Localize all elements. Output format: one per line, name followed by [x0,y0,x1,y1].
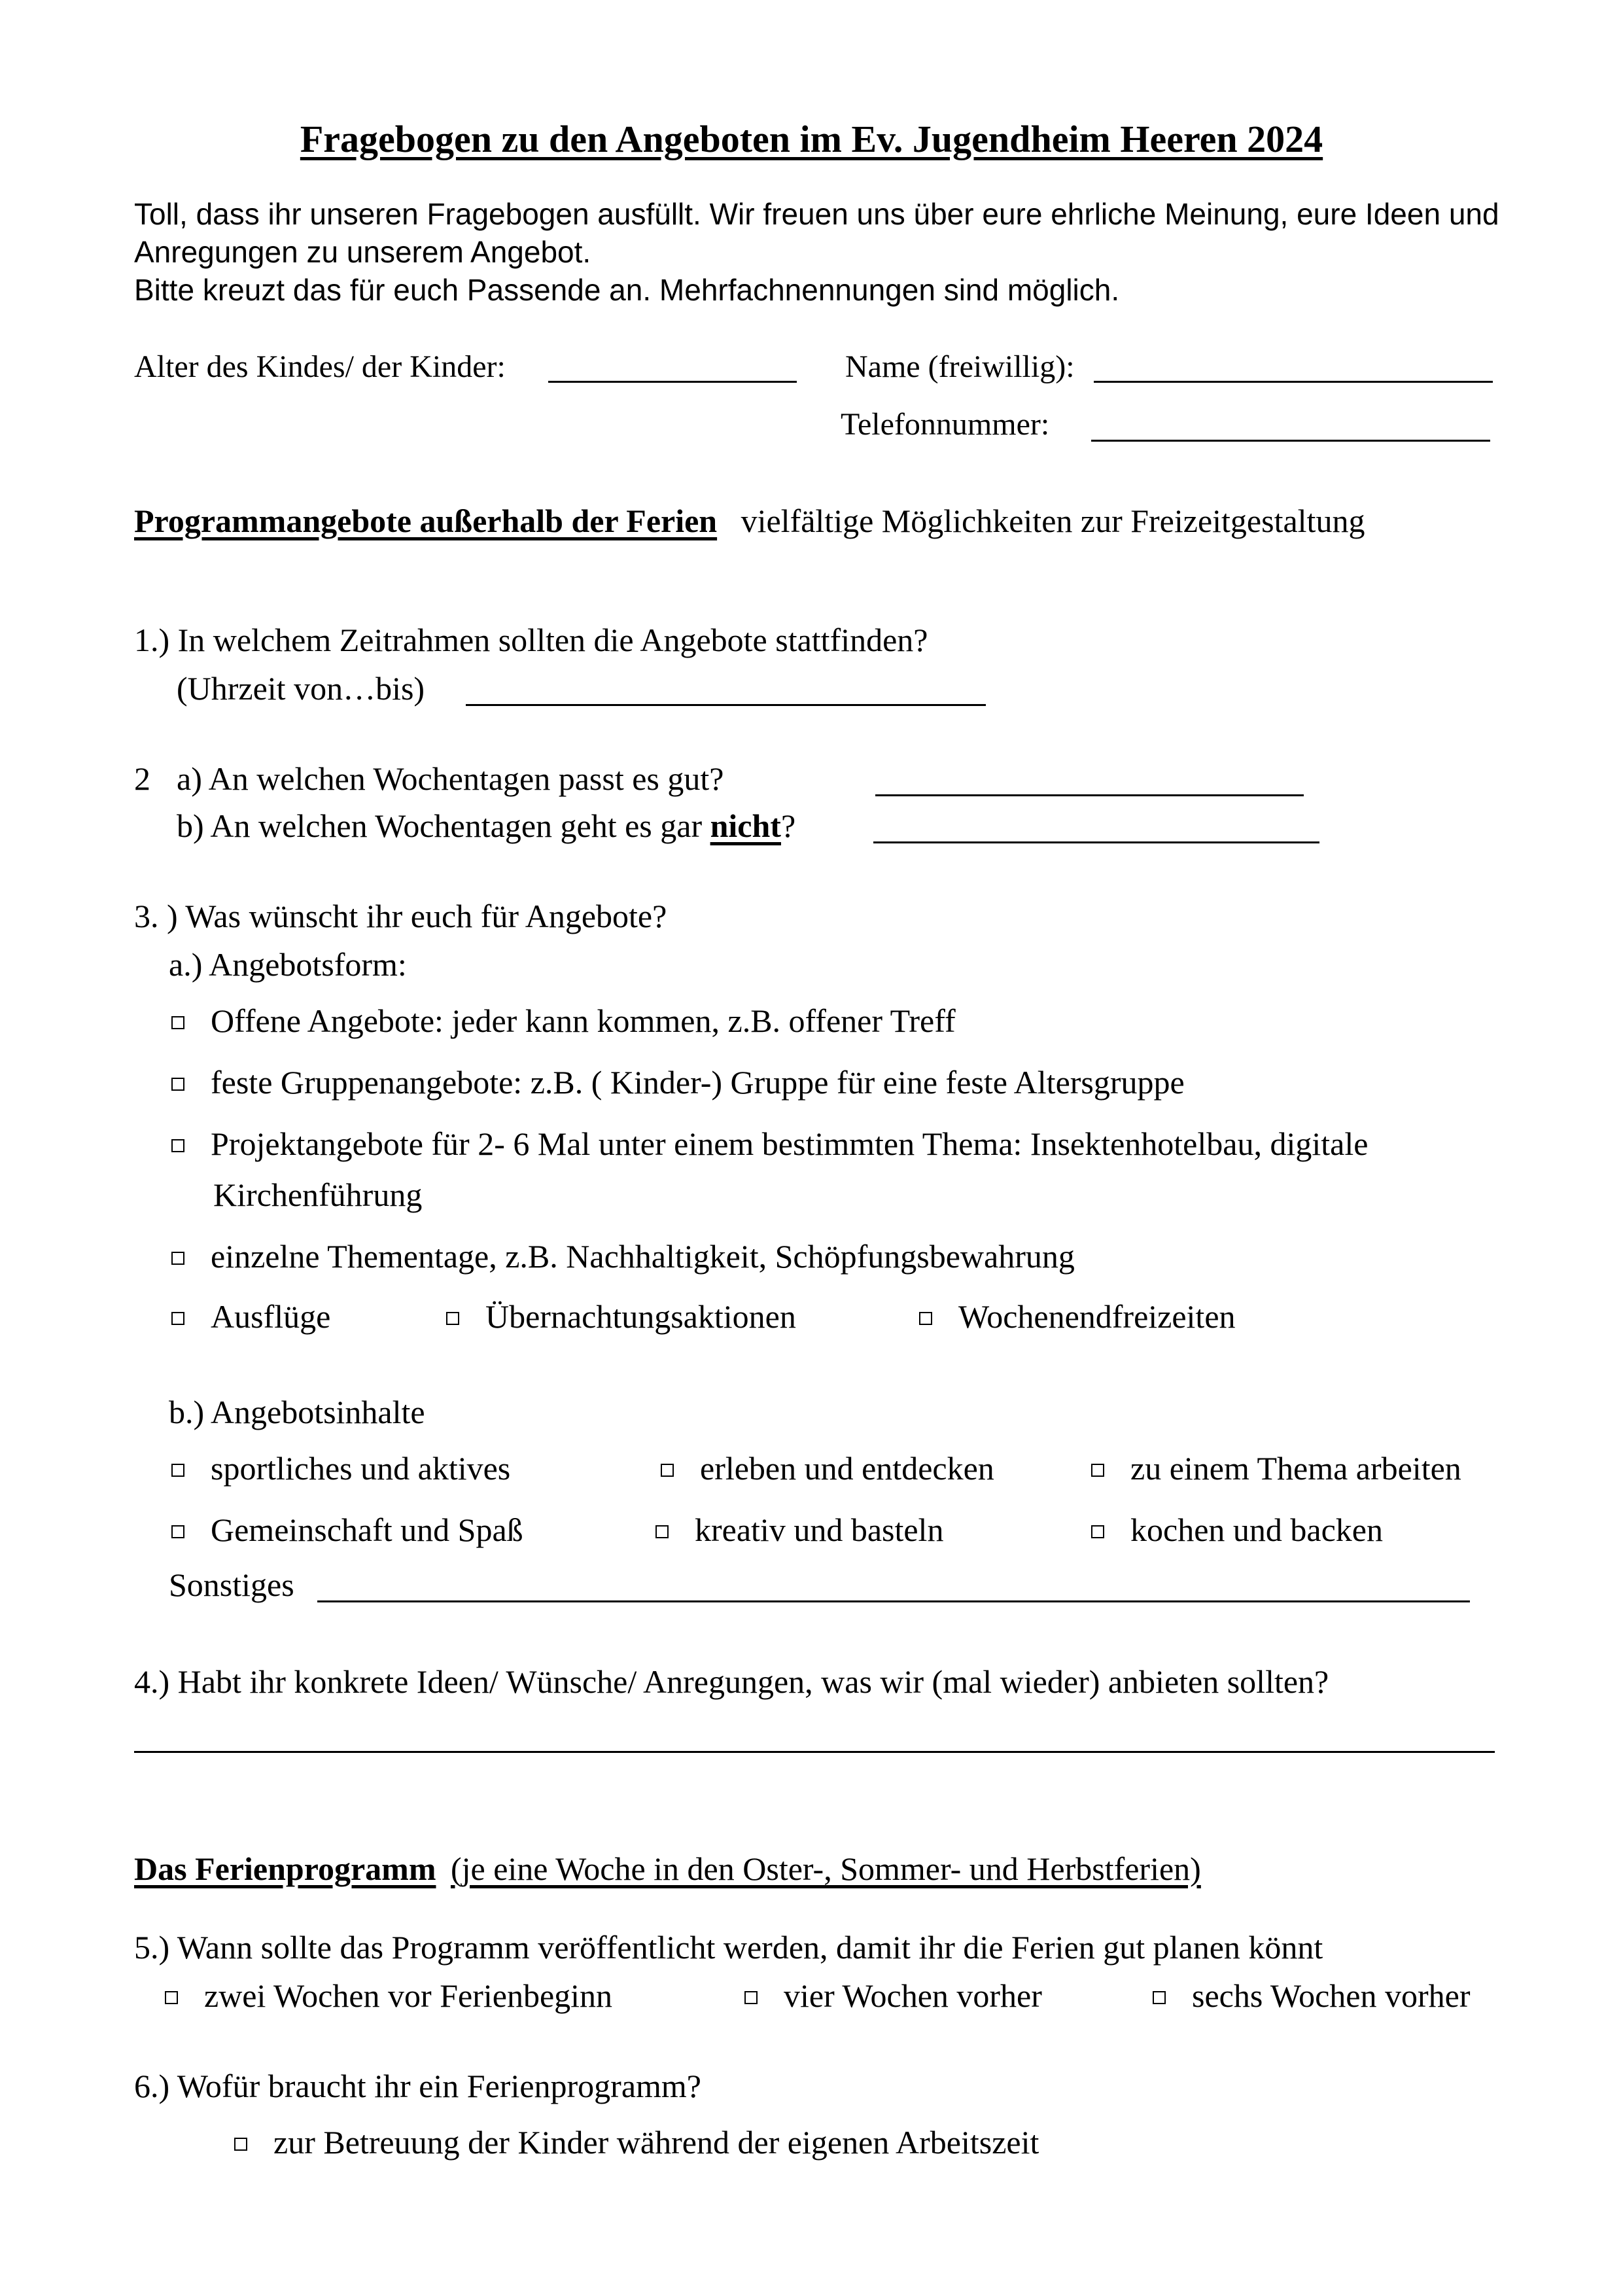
section-subheading: (je eine Woche in den Oster-, Sommer- und Herbstferien) [450,1850,1201,1887]
alter-input-line[interactable] [548,381,797,383]
checkbox[interactable] [655,1525,669,1538]
section-heading: Programmangebote außerhalb der Ferien [134,503,718,539]
option-feste-gruppen[interactable]: feste Gruppenangebote: z.B. ( Kinder-) Gruppe für eine feste Altersgruppe [171,1063,1185,1102]
q1-answer-line[interactable] [466,704,986,706]
option-thementage[interactable]: einzelne Thementage, z.B. Nachhaltigkeit, Schöpfungsbewahrung [171,1237,1075,1276]
question-2b-emphasis: nicht [710,807,781,844]
option-projektangebote-cont: Kirchenführung [213,1176,423,1213]
checkbox[interactable] [234,2138,247,2151]
q4-answer-line[interactable] [134,1751,1495,1753]
question-3a-label: a.) Angebotsform: [169,946,407,983]
checkbox[interactable] [171,1139,184,1152]
question-3b-label: b.) Angebotsinhalte [169,1394,425,1430]
section-ferienprogramm [134,1849,1201,1888]
checkbox[interactable] [661,1464,674,1477]
name-label: Name (freiwillig): [845,349,1075,384]
checkbox[interactable] [171,1464,184,1477]
telefon-label: Telefonnummer: [841,407,1050,442]
question-1: 1.) In welchem Zeitrahmen sollten die Angebote stattfinden? [134,622,928,658]
option-sportliches[interactable]: sportliches und aktives [171,1449,510,1488]
intro-line-3: Bitte kreuzt das für euch Passende an. Mehrfachnennungen sind möglich. [134,273,1120,307]
checkbox[interactable] [171,1078,184,1091]
question-6: 6.) Wofür braucht ihr ein Ferienprogramm? [134,2068,701,2104]
checkbox[interactable] [165,1991,178,2004]
question-4: 4.) Habt ihr konkrete Ideen/ Wünsche/ Anregungen, was wir (mal wieder) anbieten sollten? [134,1663,1329,1700]
option-vier-wochen[interactable]: vier Wochen vorher [744,1976,1042,2015]
checkbox[interactable] [1091,1525,1104,1538]
checkbox[interactable] [171,1016,184,1029]
page-title: Fragebogen zu den Angeboten im Ev. Jugendheim Heeren 2024 [300,118,1323,160]
option-kreativ[interactable]: kreativ und basteln [655,1510,943,1549]
option-zwei-wochen[interactable]: zwei Wochen vor Ferienbeginn [165,1976,612,2015]
intro-line-2: Anregungen zu unserem Angebot. [134,235,591,269]
option-erleben[interactable]: erleben und entdecken [661,1449,994,1488]
section-subheading: vielfältige Möglichkeiten zur Freizeitgestaltung [741,503,1365,539]
option-kochen[interactable]: kochen und backen [1091,1510,1383,1549]
checkbox[interactable] [446,1312,459,1325]
q2b-answer-line[interactable] [873,841,1319,843]
option-wochenendfreizeiten[interactable]: Wochenendfreizeiten [919,1297,1236,1336]
checkbox[interactable] [744,1991,758,2004]
question-2b-end: ? [780,807,796,844]
checkbox[interactable] [171,1312,184,1325]
sonstiges-label: Sonstiges [169,1566,294,1603]
section-heading: Das Ferienprogramm [134,1850,436,1887]
checkbox[interactable] [1153,1991,1166,2004]
option-betreuung[interactable]: zur Betreuung der Kinder während der eigenen Arbeitszeit [234,2123,1039,2162]
option-thema-arbeiten[interactable]: zu einem Thema arbeiten [1091,1449,1461,1488]
question-1-sub: (Uhrzeit von…bis) [177,670,425,707]
option-gemeinschaft[interactable]: Gemeinschaft und Spaß [171,1510,523,1549]
question-2-number: 2 [134,760,150,797]
option-projektangebote[interactable]: Projektangebote für 2- 6 Mal unter einem bestimmten Thema: Insektenhotelbau, digitale [171,1124,1368,1163]
alter-label: Alter des Kindes/ der Kinder: [134,349,506,384]
intro-line-1: Toll, dass ihr unseren Fragebogen ausfüllt. Wir freuen uns über eure ehrliche Meinung, eure Ideen und [134,197,1499,231]
name-input-line[interactable] [1094,381,1493,383]
question-2b [177,806,795,845]
checkbox[interactable] [919,1312,932,1325]
q2a-answer-line[interactable] [875,794,1304,796]
option-uebernachtung[interactable]: Übernachtungsaktionen [446,1297,796,1336]
telefon-input-line[interactable] [1091,440,1490,442]
section-programmangebote [134,501,1365,540]
sonstiges-answer-line[interactable] [317,1600,1470,1602]
question-2a: a) An welchen Wochentagen passt es gut? [177,760,724,797]
question-5: 5.) Wann sollte das Programm veröffentlicht werden, damit ihr die Ferien gut planen könnt [134,1929,1323,1966]
option-ausfluege[interactable]: Ausflüge [171,1297,330,1336]
option-offene-angebote[interactable]: Offene Angebote: jeder kann kommen, z.B. offener Treff [171,1001,956,1040]
question-2b-text: b) An welchen Wochentagen geht es gar [177,807,710,844]
checkbox[interactable] [1091,1464,1104,1477]
checkbox[interactable] [171,1525,184,1538]
question-3: 3. ) Was wünscht ihr euch für Angebote? [134,898,667,934]
option-sechs-wochen[interactable]: sechs Wochen vorher [1153,1976,1470,2015]
checkbox[interactable] [171,1252,184,1265]
